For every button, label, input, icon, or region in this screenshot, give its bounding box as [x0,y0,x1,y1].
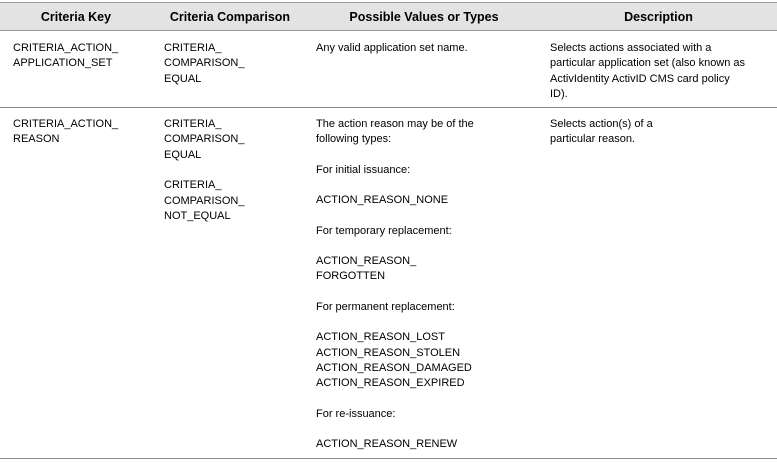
row2-description-line: Selects action(s) of a [550,118,653,130]
row1-criteria-key [13,41,118,72]
row2-values-line: FORGOTTEN [316,270,386,283]
row2-possible-values [316,117,474,453]
row1-description-line: ID). [550,88,568,101]
spacer [164,163,244,178]
row2-values-line: ACTION_REASON_LOST [316,331,445,344]
spacer [316,315,474,330]
row2-values-line: For temporary replacement: [316,224,452,237]
row2-values-line: ACTION_REASON_ [316,255,417,268]
row1-comparison-line: COMPARISON_ [164,57,245,70]
table-bottom-border [0,458,777,459]
spacer [316,239,474,254]
row2-key-line: REASON [13,133,60,146]
header-possible-values: Possible Values or Types [349,10,499,24]
row1-comparison-line: EQUAL [164,72,202,85]
spacer [316,148,474,163]
row1-description [550,41,745,103]
row2-values-line: For permanent replacement: [316,300,455,313]
header-criteria-comparison: Criteria Comparison [169,10,291,24]
row2-values-line: ACTION_REASON_DAMAGED [316,362,472,375]
row2-description [550,117,653,148]
spacer [316,285,474,300]
row2-criteria-comparison [164,117,244,224]
spacer [316,392,474,407]
row2-values-line: For re-issuance: [316,407,396,420]
row2-comparison-line: CRITERIA_ [164,179,222,192]
row2-values-line: ACTION_REASON_STOLEN [316,346,461,359]
row2-values-line: following types: [316,133,392,146]
row2-comparison-line: COMPARISON_ [164,194,245,207]
row2-key-line: CRITERIA_ACTION_ [13,118,119,130]
row1-values-line: Any valid application set name. [316,42,468,54]
row2-comparison-line: CRITERIA_ [164,118,222,130]
row2-values-line: For initial issuance: [316,163,411,176]
row2-comparison-line: EQUAL [164,148,202,161]
table-header-row [0,2,777,31]
row2-values-line: ACTION_REASON_EXPIRED [316,377,465,390]
row1-comparison-line: CRITERIA_ [164,42,222,54]
row2-criteria-key [13,117,118,148]
row2-description-line: particular reason. [550,133,635,146]
spacer [316,422,474,437]
row2-values-line: ACTION_REASON_RENEW [316,438,458,451]
row1-key-line: APPLICATION_SET [13,57,113,70]
header-description: Description [624,10,693,24]
row2-comparison-line: NOT_EQUAL [164,210,231,223]
row2-comparison-line: COMPARISON_ [164,133,245,146]
row1-criteria-comparison [164,41,244,87]
row1-description-line: ActivIdentity ActivID CMS card policy [550,72,730,85]
row-divider [0,107,777,108]
row1-description-line: Selects actions associated with a [550,42,712,54]
row2-values-line: The action reason may be of the [316,118,474,130]
spacer [316,209,474,224]
row1-key-line: CRITERIA_ACTION_ [13,42,119,54]
spacer [316,178,474,193]
header-criteria-key: Criteria Key [40,10,112,24]
row2-values-line: ACTION_REASON_NONE [316,194,449,207]
row1-possible-values [316,41,468,56]
row1-description-line: particular application set (also known as [550,57,746,70]
